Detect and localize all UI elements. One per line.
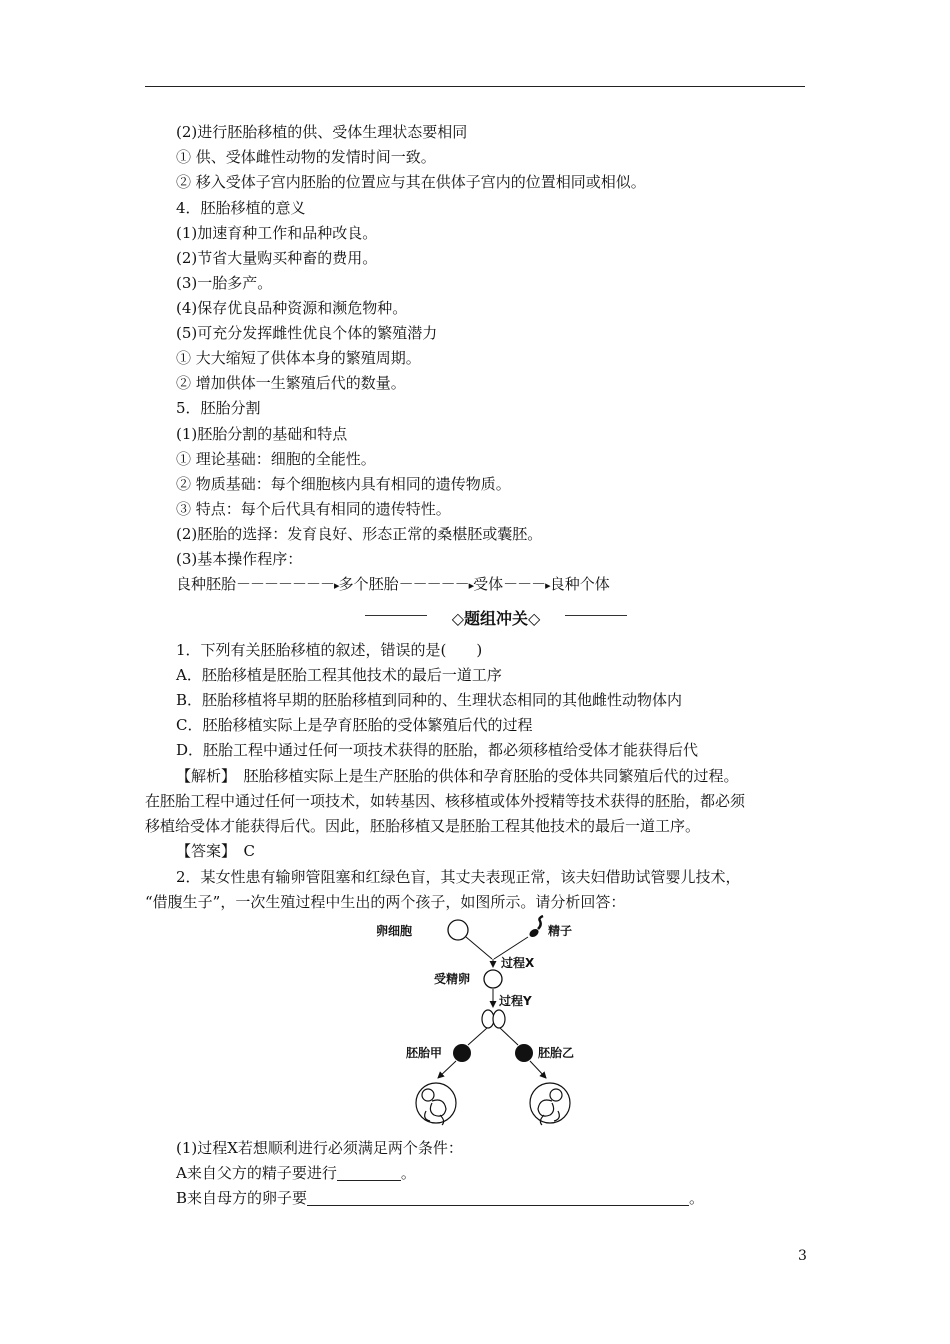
- embryo-a-label: 胚胎甲: [406, 1046, 443, 1060]
- flow-step: 良种胚胎: [176, 575, 237, 593]
- end-mark: 。: [400, 1164, 416, 1182]
- text-line: ② 物质基础：每个细胞核内具有相同的遗传物质。: [176, 475, 511, 493]
- answer-blank-a[interactable]: [337, 1164, 401, 1181]
- egg-cell: [448, 920, 468, 940]
- banner-rule-left: [365, 615, 427, 616]
- text-line: (1)加速育种工作和品种改良。: [176, 224, 378, 242]
- question-option: C．胚胎移植实际上是孕育胚胎的受体繁殖后代的过程: [176, 716, 533, 734]
- procedure-flow: [176, 574, 610, 596]
- flow-step: 受体: [473, 575, 504, 593]
- banner-rule-right: [565, 615, 627, 616]
- text-line: (5)可充分发挥雌性优良个体的繁殖潜力: [176, 324, 438, 342]
- part-b-text: B来自母方的卵子要: [176, 1189, 308, 1207]
- question-stem: 1．下列有关胚胎移植的叙述，错误的是( ): [176, 641, 483, 659]
- fill-line-a: [176, 1163, 416, 1183]
- text-line: 4．胚胎移植的意义: [176, 199, 306, 217]
- flow-arrow: －－－ ▸: [503, 574, 550, 596]
- analysis-line: 移植给受体才能获得后代。因此，胚胎移植又是胚胎工程其他技术的最后一道工序。: [145, 817, 701, 835]
- part-a-text: A来自父方的精子要进行: [176, 1164, 337, 1182]
- fill-line-b: [176, 1188, 704, 1208]
- embryo-b: [515, 1044, 533, 1062]
- text-line: (3)一胎多产。: [176, 274, 273, 292]
- text-line: 5．胚胎分割: [176, 399, 261, 417]
- embryo-a: [453, 1044, 471, 1062]
- text-line: ① 大大缩短了供体本身的繁殖周期。: [176, 349, 421, 367]
- text-line: (2)进行胚胎移植的供、受体生理状态要相同: [176, 123, 468, 141]
- text-line: ② 移入受体子宫内胚胎的位置应与其在供体子宫内的位置相同或相似。: [176, 173, 646, 191]
- answer-line: 【答案】 C: [176, 842, 255, 860]
- text-line: ② 增加供体一生繁殖后代的数量。: [176, 374, 406, 392]
- question-option: D．胚胎工程中通过任何一项技术获得的胚胎，都必须移植给受体才能获得后代: [176, 741, 699, 759]
- flow-arrow: －－－－－ ▸: [399, 574, 474, 596]
- process-y-label: 过程Y: [499, 994, 532, 1008]
- text-line: ③ 特点：每个后代具有相同的遗传特性。: [176, 500, 451, 518]
- question-option: A．胚胎移植是胚胎工程其他技术的最后一道工序: [176, 666, 502, 684]
- zygote-cell: [484, 970, 502, 988]
- header-rule: [145, 86, 805, 87]
- text-line: (4)保存优良品种资源和濒危物种。: [176, 299, 408, 317]
- text-line: (2)节省大量购买种畜的费用。: [176, 249, 378, 267]
- text-line: (3)基本操作程序：: [176, 550, 303, 568]
- embryo-b-label: 胚胎乙: [538, 1046, 575, 1060]
- end-mark: 。: [689, 1189, 705, 1207]
- sperm-label: 精子: [548, 924, 573, 938]
- zygote-label: 受精卵: [434, 972, 471, 986]
- flow-step: 多个胚胎: [338, 575, 399, 593]
- process-x-label: 过程X: [501, 956, 535, 970]
- text-line: ① 理论基础：细胞的全能性。: [176, 450, 376, 468]
- fetus-icon: [530, 1083, 570, 1125]
- text-line: (1)胚胎分割的基础和特点: [176, 425, 348, 443]
- egg-label: 卵细胞: [376, 924, 413, 938]
- question-option: B．胚胎移植将早期的胚胎移植到同种的、生理状态相同的其他雌性动物体内: [176, 691, 683, 709]
- sperm-icon: [528, 916, 543, 939]
- fetus-icon: [416, 1083, 456, 1125]
- analysis-line: 【解析】 胚胎移植实际上是生产胚胎的供体和孕育胚胎的受体共同繁殖后代的过程。: [176, 767, 739, 785]
- flow-arrow: －－－－－－－ ▸: [236, 574, 339, 596]
- section-banner: [365, 604, 627, 628]
- two-cell-embryo: [482, 1010, 505, 1028]
- answer-blank-b[interactable]: [307, 1189, 689, 1206]
- banner-title: ◇题组冲关◇: [451, 609, 541, 628]
- analysis-line: 在胚胎工程中通过任何一项技术，如转基因、核移植或体外授精等技术获得的胚胎，都必须: [145, 792, 746, 810]
- sub-question: (1)过程X若想顺利进行必须满足两个条件：: [176, 1139, 463, 1157]
- page-number: 3: [798, 1248, 807, 1264]
- question-stem: “借腹生子”，一次生殖过程中生出的两个孩子，如图所示。请分析回答：: [145, 893, 626, 911]
- ivf-diagram: [370, 915, 620, 1130]
- text-line: ① 供、受体雌性动物的发情时间一致。: [176, 148, 436, 166]
- flow-step: 良种个体: [549, 575, 610, 593]
- text-line: (2)胚胎的选择：发育良好、形态正常的桑椹胚或囊胚。: [176, 525, 543, 543]
- question-stem: 2．某女性患有输卵管阻塞和红绿色盲，其丈夫表现正常，该夫妇借助试管婴儿技术，: [176, 868, 741, 886]
